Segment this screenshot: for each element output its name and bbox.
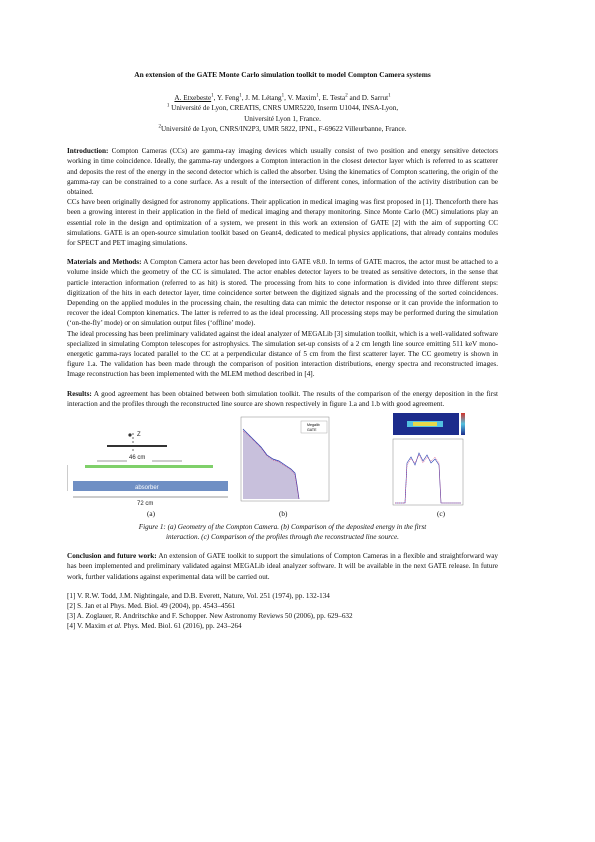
paper-title: An extension of the GATE Monte Carlo simulation toolkit to model Compton Camera systems bbox=[134, 70, 431, 79]
paragraph-text: A good agreement has been obtained between both simulation toolkit. The results of the comparison of the energy deposition in the first interaction and the profiles through the reconstructed line source are shown respectively in figure 1.a and 1.b with good agreement. bbox=[67, 389, 498, 408]
z-axis-label: Z bbox=[137, 432, 141, 439]
figure-caption bbox=[67, 523, 498, 542]
affiliation-text: Université de Lyon, CREATIS, CNRS UMR5220, Inserm U1044, INSA-Lyon, bbox=[171, 104, 399, 113]
figure-1b-label: (b) bbox=[279, 510, 288, 519]
affiliation-2 bbox=[67, 124, 498, 134]
conclusion-paragraph bbox=[67, 551, 498, 582]
absorber-label: absorber bbox=[135, 485, 159, 492]
affiliation-mark: 1 bbox=[388, 93, 391, 99]
reference-etal: et al. bbox=[107, 622, 122, 631]
legend-megalib: Megalib bbox=[307, 423, 320, 428]
intro-paragraph-1 bbox=[67, 146, 498, 197]
figure-1c-label: (c) bbox=[437, 510, 445, 519]
affiliation-mark: 1 bbox=[316, 93, 319, 99]
affiliation-1 bbox=[67, 103, 498, 113]
reference-item: [1] V. R.W. Todd, J.M. Nightingale, and D.B. Everett, Nature, Vol. 251 (1974), pp. 132-134 bbox=[67, 591, 330, 600]
results-paragraph bbox=[67, 389, 498, 409]
paragraph-text: An extension of GATE toolkit to support the simulations of Compton Cameras in a flexible and straightforward way has been implemented and preliminary validated against MEGALib ideal analyzer software. It will be available in the next GATE release. In future work, further validations against experimental data will be carried out. bbox=[67, 552, 498, 581]
affiliation-mark: 1 bbox=[281, 93, 285, 99]
affiliation-mark: 2 bbox=[158, 124, 161, 130]
section-heading: Results: bbox=[67, 389, 92, 398]
caption-line: Figure 1: (a) Geometry of the Compton Camera. (b) Comparison of the deposited energy in the first bbox=[138, 523, 427, 532]
affiliation-text: Université de Lyon, CNRS/IN2P3, UMR 5822, IPNL, F-69622 Villeurbanne, France. bbox=[160, 124, 407, 133]
reference-text: Phys. Med. Biol. 61 (2016), pp. 243–264 bbox=[121, 622, 242, 631]
affiliation-1-cont: Université Lyon 1, France. bbox=[244, 114, 321, 123]
figure-1 bbox=[67, 413, 498, 521]
reference-item: [2] S. Jan et al Phys. Med. Biol. 49 (2004), pp. 4543–4561 bbox=[67, 602, 236, 611]
author-name: A. Etxebeste bbox=[174, 94, 212, 102]
figure-1a-label: (a) bbox=[147, 510, 155, 519]
references-list bbox=[67, 591, 498, 632]
affiliation-mark: 1 bbox=[166, 103, 170, 109]
figure-1a-geometry bbox=[67, 423, 237, 509]
methods-paragraph-1 bbox=[67, 257, 498, 328]
author-name: J. M. Létang bbox=[245, 94, 282, 102]
paragraph-text: Compton Cameras (CCs) are gamma-ray imaging devices which usually consist of two position and energy sensitive detectors working in time coincidence. Ideally, the gamma-ray undergoes a Compton interaction in the closest detector layer which is referred to as scatterer and deposits the rest of the energy in the second detector which is called the absorber. Using the kinematics of Compton scattering, the origin of the gamma-ray can be constrained to a cone surface. As a result of the intersection of different cones, information of the activity distribution can be obtained. bbox=[67, 147, 499, 196]
reference-item bbox=[67, 621, 498, 631]
author-line: A. Etxebeste$^1$, Y. Feng$^1$, J. M. Létang$^1$, V. Maxim$^1$, E. Testa$^2$ and D. Sarrut$^1$ bbox=[174, 93, 391, 102]
methods-paragraph-2: The ideal processing has been preliminary validated against the ideal analyzer of MEGALib [3] simulation toolkit, which is a well-validated software specialized in simulating Compton telescopes for astrophysics. The simulation set-up consists of a 2 cm length line source emitting 511 keV mono-energetic gamma-rays located parallel to the CC at a perpendicular distance of 5 cm from the first scatterer layer. The CC geometry is shown in figure 1.a. The validation has been made through the comparison of position interaction distributions, energy spectra and reconstructed images. Image reconstruction has been implemented with the MLEM method described in [4]. bbox=[67, 329, 498, 379]
affiliation-mark: 1 bbox=[211, 93, 214, 99]
scatterer-layer bbox=[85, 465, 213, 468]
legend-gate: GATE bbox=[307, 428, 317, 433]
section-heading: Conclusion and future work: bbox=[67, 552, 157, 561]
line-source bbox=[107, 445, 167, 447]
reference-text: [4] V. Maxim bbox=[67, 622, 108, 631]
affiliation-mark: 2 bbox=[345, 93, 348, 99]
section-heading: Materials and Methods: bbox=[67, 258, 142, 267]
figure-1b-energy bbox=[235, 415, 333, 505]
caption-line: interaction. (c) Comparison of the profiles through the reconstructed line source. bbox=[166, 532, 399, 541]
figure-1c-profiles bbox=[367, 413, 497, 509]
author-name: Y. Feng bbox=[216, 94, 240, 102]
author-block bbox=[67, 93, 498, 134]
author-name: D. Sarrut bbox=[361, 94, 389, 102]
affiliation-mark: 1 bbox=[239, 93, 242, 99]
dim-72-label: 72 cm bbox=[137, 501, 154, 508]
paragraph-text: A Compton Camera actor has been developed into GATE v8.0. In terms of GATE macros, the actor must be attached to a volume inside which the geometry of the CC is simulated. The actor enables detector layers to be treated as sensitive detectors, in the sense that particle interaction information (referred to as hit) is stored. The processing from hits to cone information is divided into three different steps: digitization of the hits in each detector layer, time coincidence sorter between the digitized signals and the processing of the sorted coincidences. Depending on the applied modules in the processing chain, the resulting data can mimic the detector response or it can provide the information to recover the ideal Compton kinematics. The latter is referred to as the ideal processing. All processing steps may be performed during the simulation (‘on-the-fly’ mode) or on simulation output files (‘offline’ mode). bbox=[67, 258, 498, 328]
reference-item: [3] A. Zoglauer, R. Andritschke and F. Schopper. New Astronomy Reviews 50 (2006), pp. 629–632 bbox=[67, 612, 353, 621]
author-name: E. Testa bbox=[322, 94, 346, 102]
dim-46-label: 46 cm bbox=[129, 455, 146, 462]
intro-paragraph-2: CCs have been originally designed for astronomy applications. Their application in medical imaging was first proposed in [1]. Thenceforth there has been a growing interest in their application in the field of medical imaging and therapy monitoring. Since Monte Carlo (MC) simulations play an essential role in the design and optimization of a system, we present in this work an extension of GATE [2] with the aim of supporting CC simulations. GATE is an open-source simulation toolkit based on Geant4, dedicated to medical physics applications, that already contains modules for SPECT and PET imaging simulations. bbox=[67, 198, 498, 248]
paper-page bbox=[67, 70, 498, 632]
section-heading: Introduction: bbox=[67, 147, 109, 156]
author-name: V. Maxim bbox=[287, 94, 317, 102]
